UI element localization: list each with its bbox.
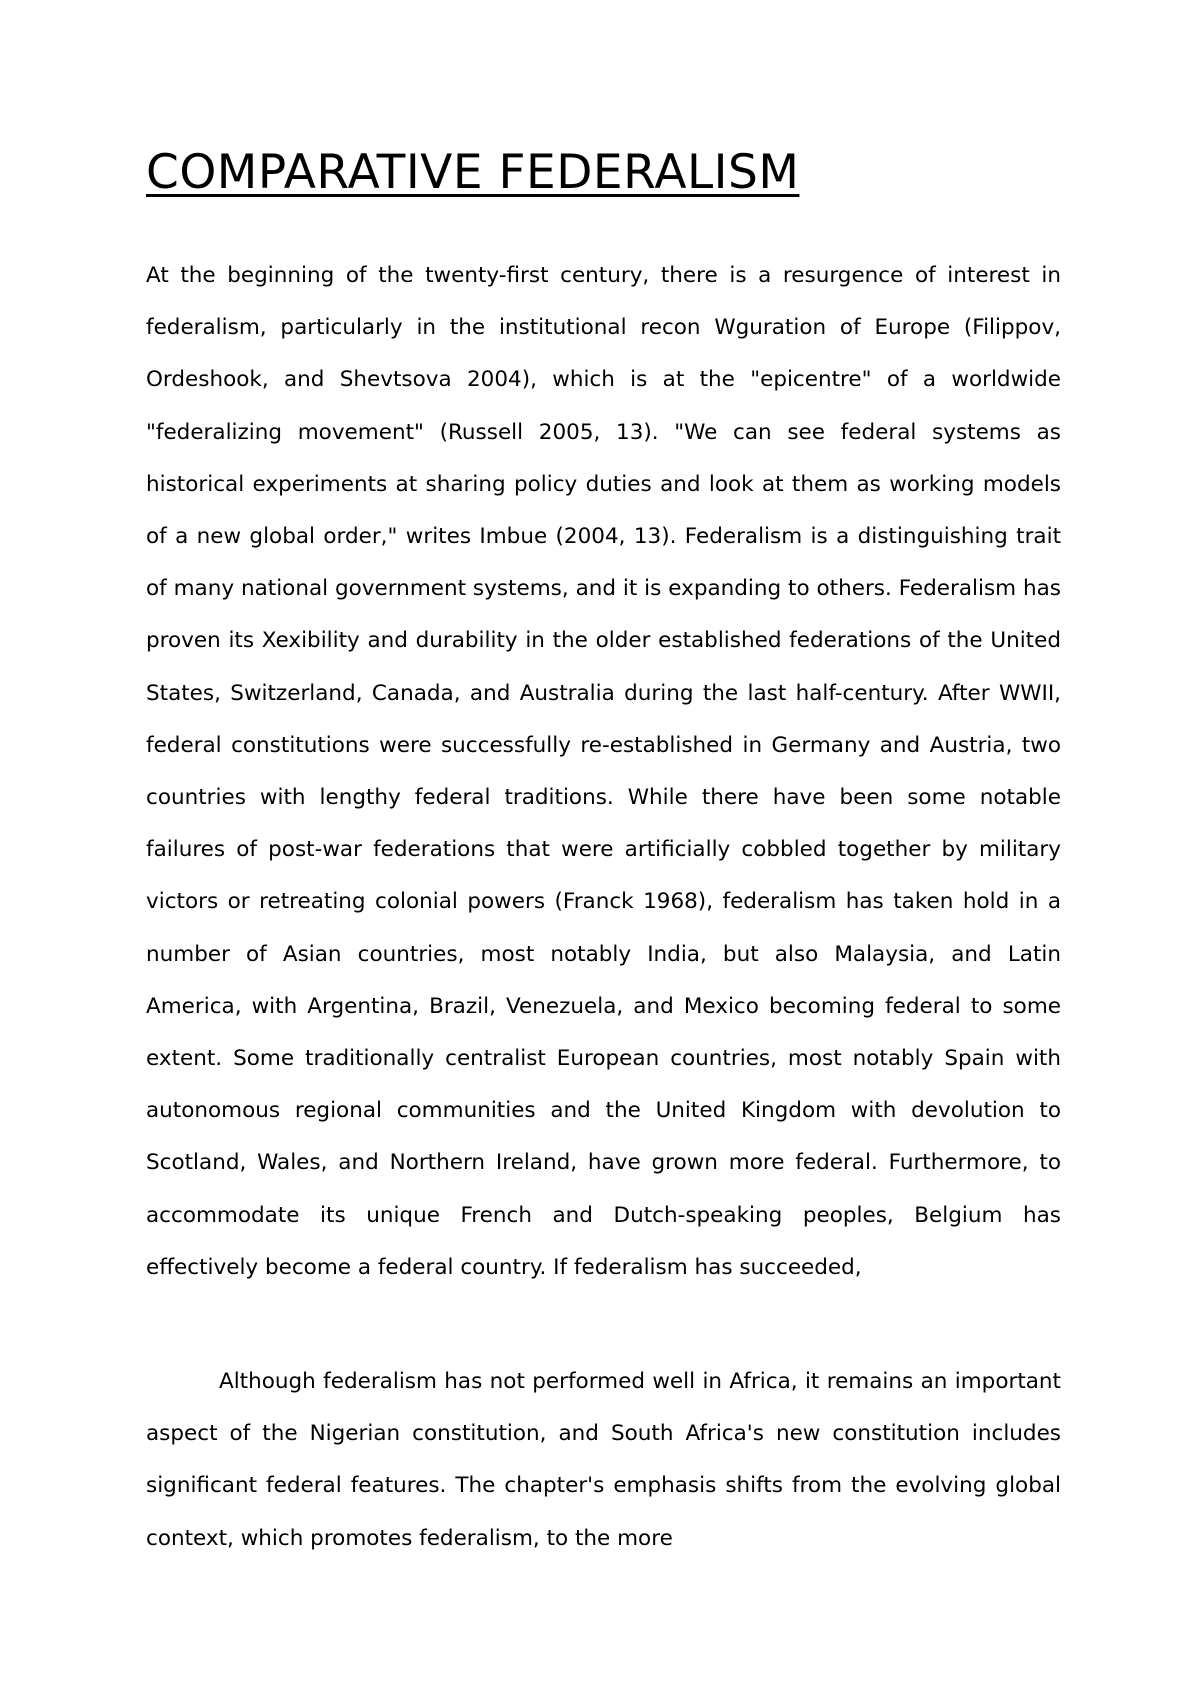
document-title: COMPARATIVE FEDERALISM bbox=[146, 145, 800, 200]
body-paragraph-1: At the beginning of the twenty-first century, there is a resurgence of interest in federalism, particularly in the institutional recon Wguration of Europe (Filippov, Ordeshook, and Shevtsova 2004), which is at the "epicentre" of a worldwide "federalizing movement" (Russell 2005, 13). "We can see federal systems as historical experiments at sharing policy duties and look at them as working models of a new global order," writes Imbue (2004, 13). Federalism is a distinguishing trait of many national government systems, and it is expanding to others. Federalism has proven its Xexibility and durability in the older established federations of the United States, Switzerland, Canada, and Australia during the last half-century. After WWII, federal constitutions were successfully re-established in Germany and Austria, two countries with lengthy federal traditions. While there have been some notable failures of post-war federations that were artificially cobbled together by military victors or retreating colonial powers (Franck 1968), federalism has taken hold in a number of Asian countries, most notably India, but also Malaysia, and Latin America, with Argentina, Brazil, Venezuela, and Mexico becoming federal to some extent. Some traditionally centralist European countries, most notably Spain with autonomous regional communities and the United Kingdom with devolution to Scotland, Wales, and Northern Ireland, have grown more federal. Furthermore, to accommodate its unique French and Dutch-speaking peoples, Belgium has effectively become a federal country. If federalism has succeeded, bbox=[146, 263, 1061, 1280]
body-paragraph-2: Although federalism has not performed well in Africa, it remains an important aspect of the Nigerian constitution, and South Africa's new constitution includes significant federal features. The chapter's emphasis shifts from the evolving global context, which promotes federalism, to the more bbox=[146, 1369, 1061, 1551]
